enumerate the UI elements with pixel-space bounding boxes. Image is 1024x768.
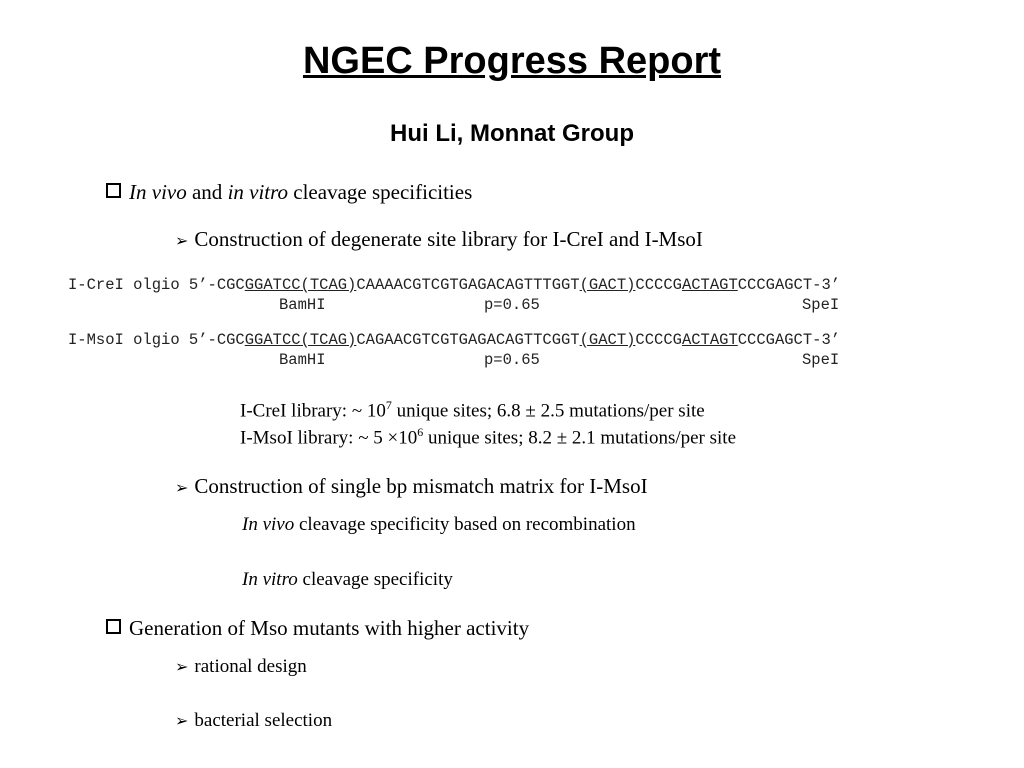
square-bullet-icon [106,183,121,198]
oligo-sequence-msoi: I-MsoI olgio 5’-CGCGGATCC(TCAG)CAGAACGTCGTGAGACAGTTCGGT(GACT)CCCCGACTAGTCCCGAGCT-3’ [68,331,841,349]
oligo-label-spei: SpeI [802,351,840,369]
oligo-label-bamhi: BamHI [279,351,326,369]
page-title: NGEC Progress Report [302,40,722,82]
oligo-label-spei: SpeI [802,296,840,314]
sub-bullet-mismatch: ➢ Construction of single bp mismatch matrix for I-MsoI [175,474,648,498]
bullet-mso-mutants: Generation of Mso mutants with higher activity [106,616,529,641]
oligo-sequence-crei: I-CreI olgio 5’-CGCGGATCC(TCAG)CAAAACGTCGTGAGACAGTTTGGT(GACT)CCCCGACTAGTCCCGAGCT-3’ [68,276,841,294]
sub-bullet-bacterial-selection: ➢ bacterial selection [175,710,333,731]
bullet-cleavage-specificities: In vivo and in vitro cleavage specificities [106,180,472,205]
arrow-bullet-icon: ➢ [175,659,189,676]
library-msoi-stats: I-MsoI library: ~ $5 \times 10^6$ unique sites; 8.2 ± 2.1 mutations/per site [240,425,737,449]
in-vivo-text: In vivo [129,180,187,204]
sub-bullet-library: ➢ Construction of degenerate site library for I-CreI and I-MsoI [175,227,703,251]
in-vitro-line: In vitro cleavage specificity [242,569,453,590]
oligo-label-p: p=0.65 [484,296,540,314]
arrow-bullet-icon: ➢ [175,480,189,497]
square-bullet-icon [106,619,121,634]
arrow-bullet-icon: ➢ [175,233,189,250]
library-crei-stats: I-CreI library: ~ $10^7$ unique sites; 6.8 ± 2.5 mutations/per site [240,398,705,422]
in-vivo-line: In vivo cleavage specificity based on recombination [242,514,636,535]
oligo-label-bamhi: BamHI [279,296,326,314]
arrow-bullet-icon: ➢ [175,713,189,730]
oligo-label-p: p=0.65 [484,351,540,369]
sub-bullet-rational-design: ➢ rational design [175,656,307,677]
author-line: Hui Li, Monnat Group [390,120,634,147]
